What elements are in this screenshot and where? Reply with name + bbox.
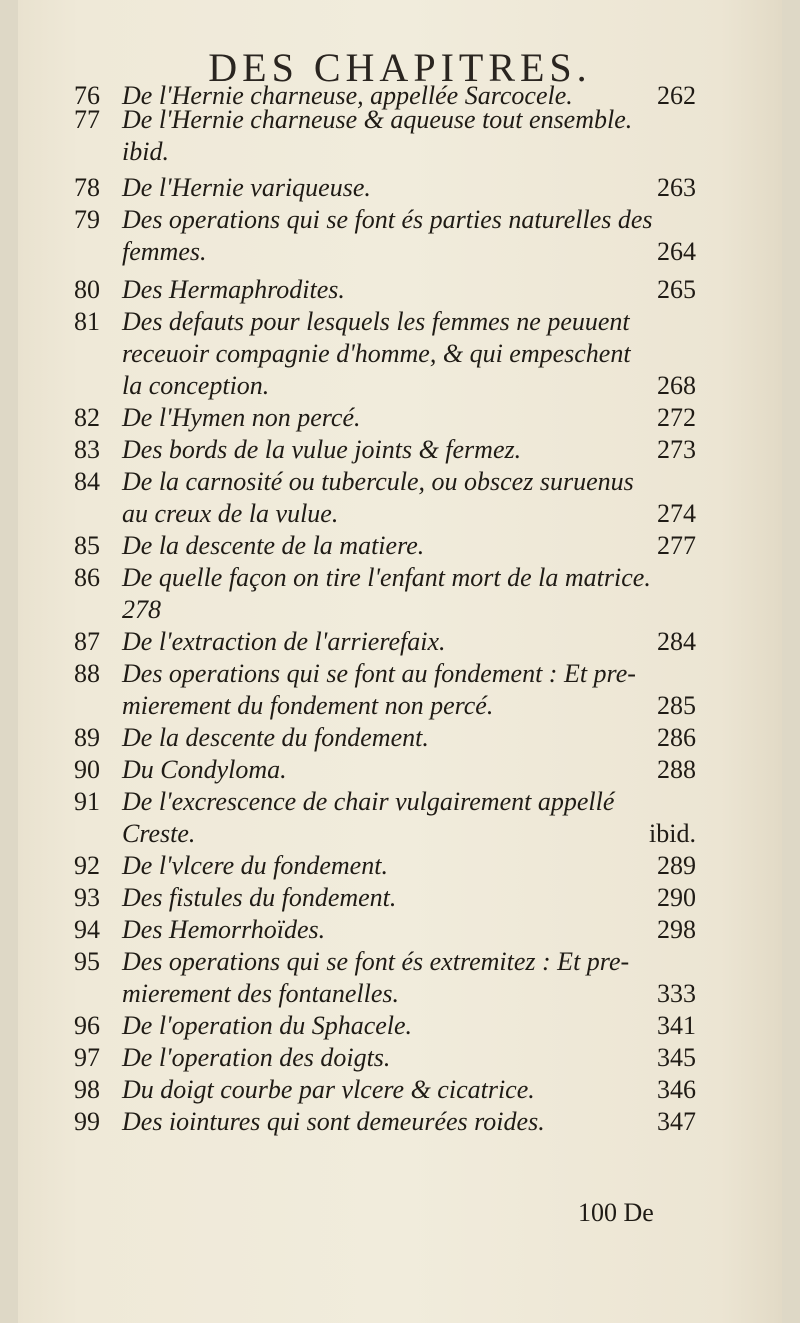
chapter-number: 88 [74, 659, 100, 688]
chapter-number: 99 [74, 1107, 100, 1136]
chapter-number: 98 [74, 1075, 100, 1104]
chapter-number: 83 [74, 435, 100, 464]
chapter-title-line: 278 [122, 595, 161, 624]
chapter-title [122, 466, 662, 530]
catchword: 100 De [578, 1198, 654, 1227]
chapter-title [122, 754, 662, 786]
chapter-title [122, 306, 662, 402]
chapter-title-line: Des Hemorrhoïdes. [122, 915, 326, 944]
chapter-number: 95 [74, 947, 100, 976]
page-number: 345 [657, 1043, 696, 1072]
chapter-title [122, 562, 662, 626]
page-number: 262 [657, 81, 696, 110]
chapter-title [122, 1010, 662, 1042]
page-number: 268 [657, 371, 696, 400]
chapter-number: 92 [74, 851, 100, 880]
chapter-title-line: De l'extraction de l'arrierefaix. [122, 627, 446, 656]
chapter-title [122, 626, 662, 658]
page-number: 289 [657, 851, 696, 880]
page-number: 277 [657, 531, 696, 560]
chapter-title-line: De l'operation des doigts. [122, 1043, 391, 1072]
chapter-title-line: Des iointures qui sont demeurées roides. [122, 1107, 545, 1136]
chapter-title [122, 402, 662, 434]
chapter-title-line: mierement du fondement non percé. [122, 691, 494, 720]
page-number: 290 [657, 883, 696, 912]
chapter-number: 96 [74, 1011, 100, 1040]
chapter-number: 85 [74, 531, 100, 560]
page-number: 273 [657, 435, 696, 464]
chapter-title-line: Des operations qui se font és extremitez : Et pre- [122, 947, 630, 976]
page-number: 265 [657, 275, 696, 304]
chapter-number: 94 [74, 915, 100, 944]
chapter-number: 91 [74, 787, 100, 816]
page-number: 288 [657, 755, 696, 784]
page-number: 346 [657, 1075, 696, 1104]
chapter-title-line: De l'excrescence de chair vulgairement appellé [122, 787, 615, 816]
chapter-title-line: receuoir compagnie d'homme, & qui empeschent [122, 339, 631, 368]
chapter-number: 79 [74, 205, 100, 234]
chapter-title [122, 274, 662, 306]
chapter-title-line: De l'Hymen non percé. [122, 403, 361, 432]
chapter-title-line: Du doigt courbe par vlcere & cicatrice. [122, 1075, 535, 1104]
chapter-title [122, 914, 662, 946]
chapter-title [122, 882, 662, 914]
chapter-title-line: ibid. [122, 137, 169, 166]
chapter-number: 78 [74, 173, 100, 202]
chapter-title-line: De l'Hernie variqueuse. [122, 173, 371, 202]
chapter-number: 84 [74, 467, 100, 496]
chapter-number: 82 [74, 403, 100, 432]
chapter-title-line: De l'Hernie charneuse & aqueuse tout ensemble. [122, 105, 633, 134]
chapter-title [122, 530, 662, 562]
chapter-title-line: De la descente du fondement. [122, 723, 429, 752]
chapter-number: 90 [74, 755, 100, 784]
book-page [18, 0, 782, 1323]
chapter-title-line: De l'vlcere du fondement. [122, 851, 388, 880]
chapter-title-line: Des operations qui se font au fondement : Et pre- [122, 659, 636, 688]
page-number: 347 [657, 1107, 696, 1136]
chapter-number: 87 [74, 627, 100, 656]
chapter-title-line: Des operations qui se font és parties naturelles des [122, 205, 653, 234]
page-number: 285 [657, 691, 696, 720]
chapter-title-line: De quelle façon on tire l'enfant mort de la matrice. [122, 563, 651, 592]
chapter-number: 80 [74, 275, 100, 304]
chapter-title [122, 1074, 662, 1106]
chapter-number: 77 [74, 105, 100, 134]
page-number: 264 [657, 237, 696, 266]
page-number: ibid. [649, 819, 696, 848]
chapter-title [122, 172, 662, 204]
chapter-title-line: Des bords de la vulue joints & fermez. [122, 435, 522, 464]
running-head: DES CHAPITRES. [208, 45, 592, 90]
chapter-number: 76 [74, 81, 100, 110]
chapter-title [122, 786, 662, 850]
page-number: 286 [657, 723, 696, 752]
chapter-title [122, 1042, 662, 1074]
chapter-title-line: De l'operation du Sphacele. [122, 1011, 413, 1040]
page-number: 272 [657, 403, 696, 432]
chapter-title-line: mierement des fontanelles. [122, 979, 400, 1008]
chapter-title-line: au creux de la vulue. [122, 499, 339, 528]
chapter-title [122, 658, 662, 722]
chapter-title [122, 104, 662, 168]
chapter-title-line: la conception. [122, 371, 270, 400]
chapter-number: 89 [74, 723, 100, 752]
chapter-title-line: De l'Hernie charneuse, appellée Sarcocele. [122, 81, 573, 110]
chapter-title [122, 946, 662, 1010]
chapter-number: 81 [74, 307, 100, 336]
chapter-title-line: femmes. [122, 237, 207, 266]
chapter-number: 97 [74, 1043, 100, 1072]
page-number: 333 [657, 979, 696, 1008]
page-number: 284 [657, 627, 696, 656]
chapter-number: 86 [74, 563, 100, 592]
chapter-title-line: Du Condyloma. [122, 755, 287, 784]
chapter-title-line: De la descente de la matiere. [122, 531, 425, 560]
chapter-title [122, 722, 662, 754]
page-number: 298 [657, 915, 696, 944]
chapter-title-line: Des Hermaphrodites. [122, 275, 345, 304]
chapter-title-line: De la carnosité ou tubercule, ou obscez suruenus [122, 467, 634, 496]
page-number: 341 [657, 1011, 696, 1040]
chapter-title-line: Des defauts pour lesquels les femmes ne peuuent [122, 307, 630, 336]
chapter-title [122, 850, 662, 882]
chapter-number: 93 [74, 883, 100, 912]
chapter-title [122, 434, 662, 466]
chapter-title [122, 1106, 662, 1138]
chapter-title-line: Des fistules du fondement. [122, 883, 397, 912]
chapter-title [122, 204, 662, 268]
page-number: 263 [657, 173, 696, 202]
page-number: 274 [657, 499, 696, 528]
chapter-title-line: Creste. [122, 819, 196, 848]
